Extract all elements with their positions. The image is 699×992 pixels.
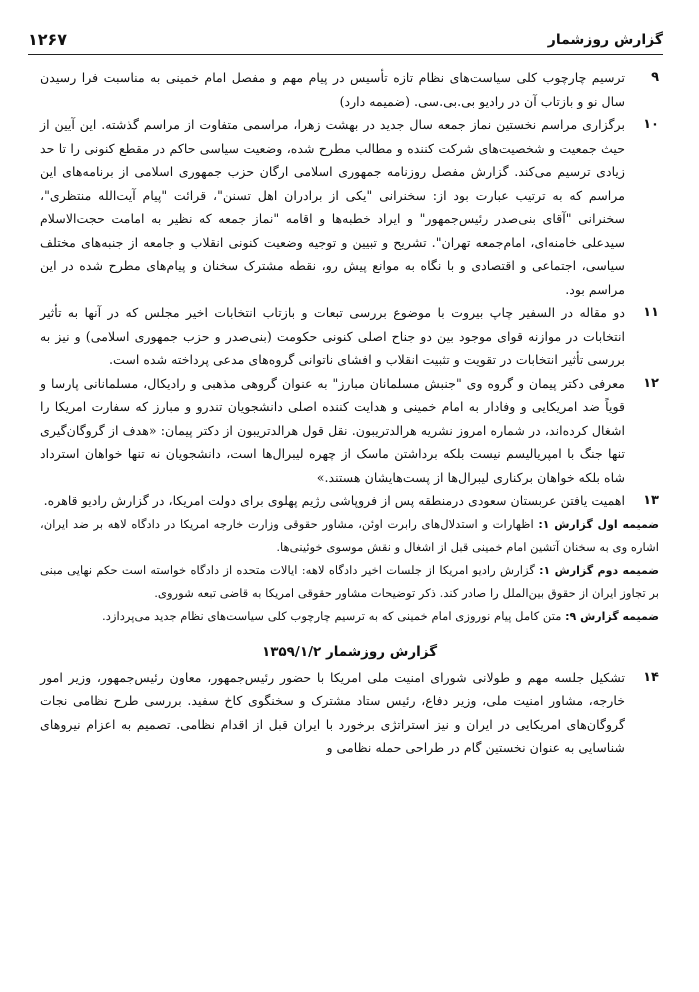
- item-text: اهمیت یافتن عربستان سعودی درمنطقه پس از فروپاشی رژیم پهلوی برای دولت امریکا، در گزارش رادیو قاهره.: [43, 493, 625, 508]
- item-text: تشکیل جلسه مهم و طولانی شورای امنیت ملی امریکا با حضور رئیس‌جمهور، معاون رئیس‌جمهور، وزیر امور خارجه، مشاور امنیت ملی، وزیر دفاع، رئیس ستاد مشترک و سخنگوی کاخ سفید. بررسی طرح نظامی نجات گروگان‌های امریکایی در ایران و نیز استراتژی برخورد با ایران قبل از اقدام نظامی. تصمیم به اعزام نیروهای شناسایی به عنوان نخستین گام در طراحی حمله نظامی و: [40, 669, 625, 755]
- running-header: [28, 30, 663, 55]
- item-number: ۱۱: [643, 305, 659, 320]
- item-number: ۱۳: [643, 493, 659, 508]
- report-item-13: [40, 489, 659, 513]
- report-item-14: [40, 666, 659, 760]
- appendix-text: متن کامل پیام نوروزی امام خمینی که به ترسیم چارچوب کلی سیاست‌های نظام جدید می‌پردازد.: [102, 608, 562, 623]
- running-title: گزارش روزشمار: [547, 32, 663, 48]
- item-text: معرفی دکتر پیمان و گروه وی "جنبش مسلمانان مبارز" به عنوان گروهی مذهبی و رادیکال، مسلمانانی پارسا و قویاً ضد امریکایی و وفادار به امام خمینی و هدایت کننده اصلی دانشجویان تندرو و مبارز که سفارت امریکا را اشغال کرده‌اند، در شماره امروز نشریه هرالدتریبون. نقل قول هرالدتریبون از دکتر پیمان: «هدف از گروگان‌گیری تنها جنگ با امپریالیسم نیست بلکه برداشتن ماسک از چهره لیبرال‌ها است، دانشجویان نه تنها خواهان استرداد شاه بلکه خواهان برکناری لیبرال‌ها از پست‌هایشان هستند.»: [40, 375, 625, 485]
- appendix-note-3: [40, 605, 659, 628]
- appendix-text: گزارش رادیو امریکا از جلسات اخیر دادگاه لاهه: ایالات متحده از دادگاه خواسته است حکم نهایی مبنی بر تجاوز ایران از حقوق بین‌الملل را صادر کند. ذکر توضیحات مشاور حقوقی امریکا به قاضی تبعه شوروی.: [40, 562, 659, 600]
- appendix-label: ضمیمه اول گزارش ۱:: [538, 517, 660, 531]
- section-heading: گزارش روزشمار ۱۳۵۹/۱/۲: [261, 643, 438, 660]
- appendix-note-2: [40, 559, 659, 605]
- report-item-10: [40, 113, 659, 301]
- item-text: ترسیم چارچوب کلی سیاست‌های نظام تازه تأسیس در پیام مهم و مفصل امام خمینی به مناسبت فرا رسیدن سال نو و بازتاب آن در رادیو بی.بی.سی. (ضمیمه دارد): [40, 70, 625, 109]
- appendix-note-1: [40, 513, 659, 559]
- appendix-label: ضمیمه گزارش ۹:: [565, 609, 659, 623]
- item-number: ۱۴: [643, 669, 659, 685]
- report-item-12: [40, 372, 659, 490]
- appendix-label: ضمیمه دوم گزارش ۱:: [539, 563, 660, 577]
- item-number: ۱۲: [643, 375, 659, 391]
- item-text: دو مقاله در السفیر چاپ بیروت با موضوع بررسی تبعات و بازتاب انتخابات اخیر مجلس که در آنها به تأثیر انتخابات در موازنه قوای موجود بین دو جناح اصلی کنونی حکومت (بنی‌صدر و حزب جمهوری اسلامی) و نیز به بررسی تأثیر انتخابات در تقویت و تثبیت انقلاب و افشای ناتوانی گروه‌های مدعی پرداخته شده است.: [40, 305, 625, 367]
- page-body: [40, 66, 659, 760]
- report-item-11: [40, 301, 659, 372]
- report-item-9: [40, 66, 659, 113]
- item-number: ۹: [651, 70, 659, 85]
- item-text: برگزاری مراسم نخستین نماز جمعه سال جدید در بهشت زهرا، مراسمی متفاوت از مراسم گذشته. این آیین از حیث جمعیت و شخصیت‌های شرکت کننده و مطالب مطرح شده، وضعیت سیاسی حاکم در مقطع کنونی را تا حد زیادی ترسیم می‌کند. گزارش مفصل روزنامه جمهوری اسلامی ارگان حزب جمهوری اسلامی از برنامه‌های این مراسم که به ترتیب عبارت بود از: سخنرانی "یکی از برادران اهل تسنن"، قرائت "پیام آیت‌الله منتظری"، سخنرانی "آقای بنی‌صدر رئیس‌جمهور" و ایراد خطبه‌ها و اقامه "نماز جمعه که نظیر به امامت حجت‌الاسلام سیدعلی خامنه‌ای، امام‌جمعه تهران". تشریح و تبیین و توجیه وضعیت کنونی انقلاب و جامعه از جنبه‌های مختلف سیاسی، اجتماعی و اقتصادی و با نگاه به موانع پیش رو، نقطه مشترک سخنان و پیام‌های مطرح شده در این مراسم بود.: [40, 117, 625, 297]
- page-number: ۱۲۶۷: [28, 30, 68, 49]
- appendix-text: اظهارات و استدلال‌های رابرت اوئن، مشاور حقوقی وزارت خارجه امریکا در دادگاه لاهه بر ضد ایران، اشاره وی به سخنان آتشین امام خمینی قبل از اشغال و نقش موسوی خوئینی‌ها.: [40, 516, 659, 554]
- item-number: ۱۰: [643, 117, 659, 132]
